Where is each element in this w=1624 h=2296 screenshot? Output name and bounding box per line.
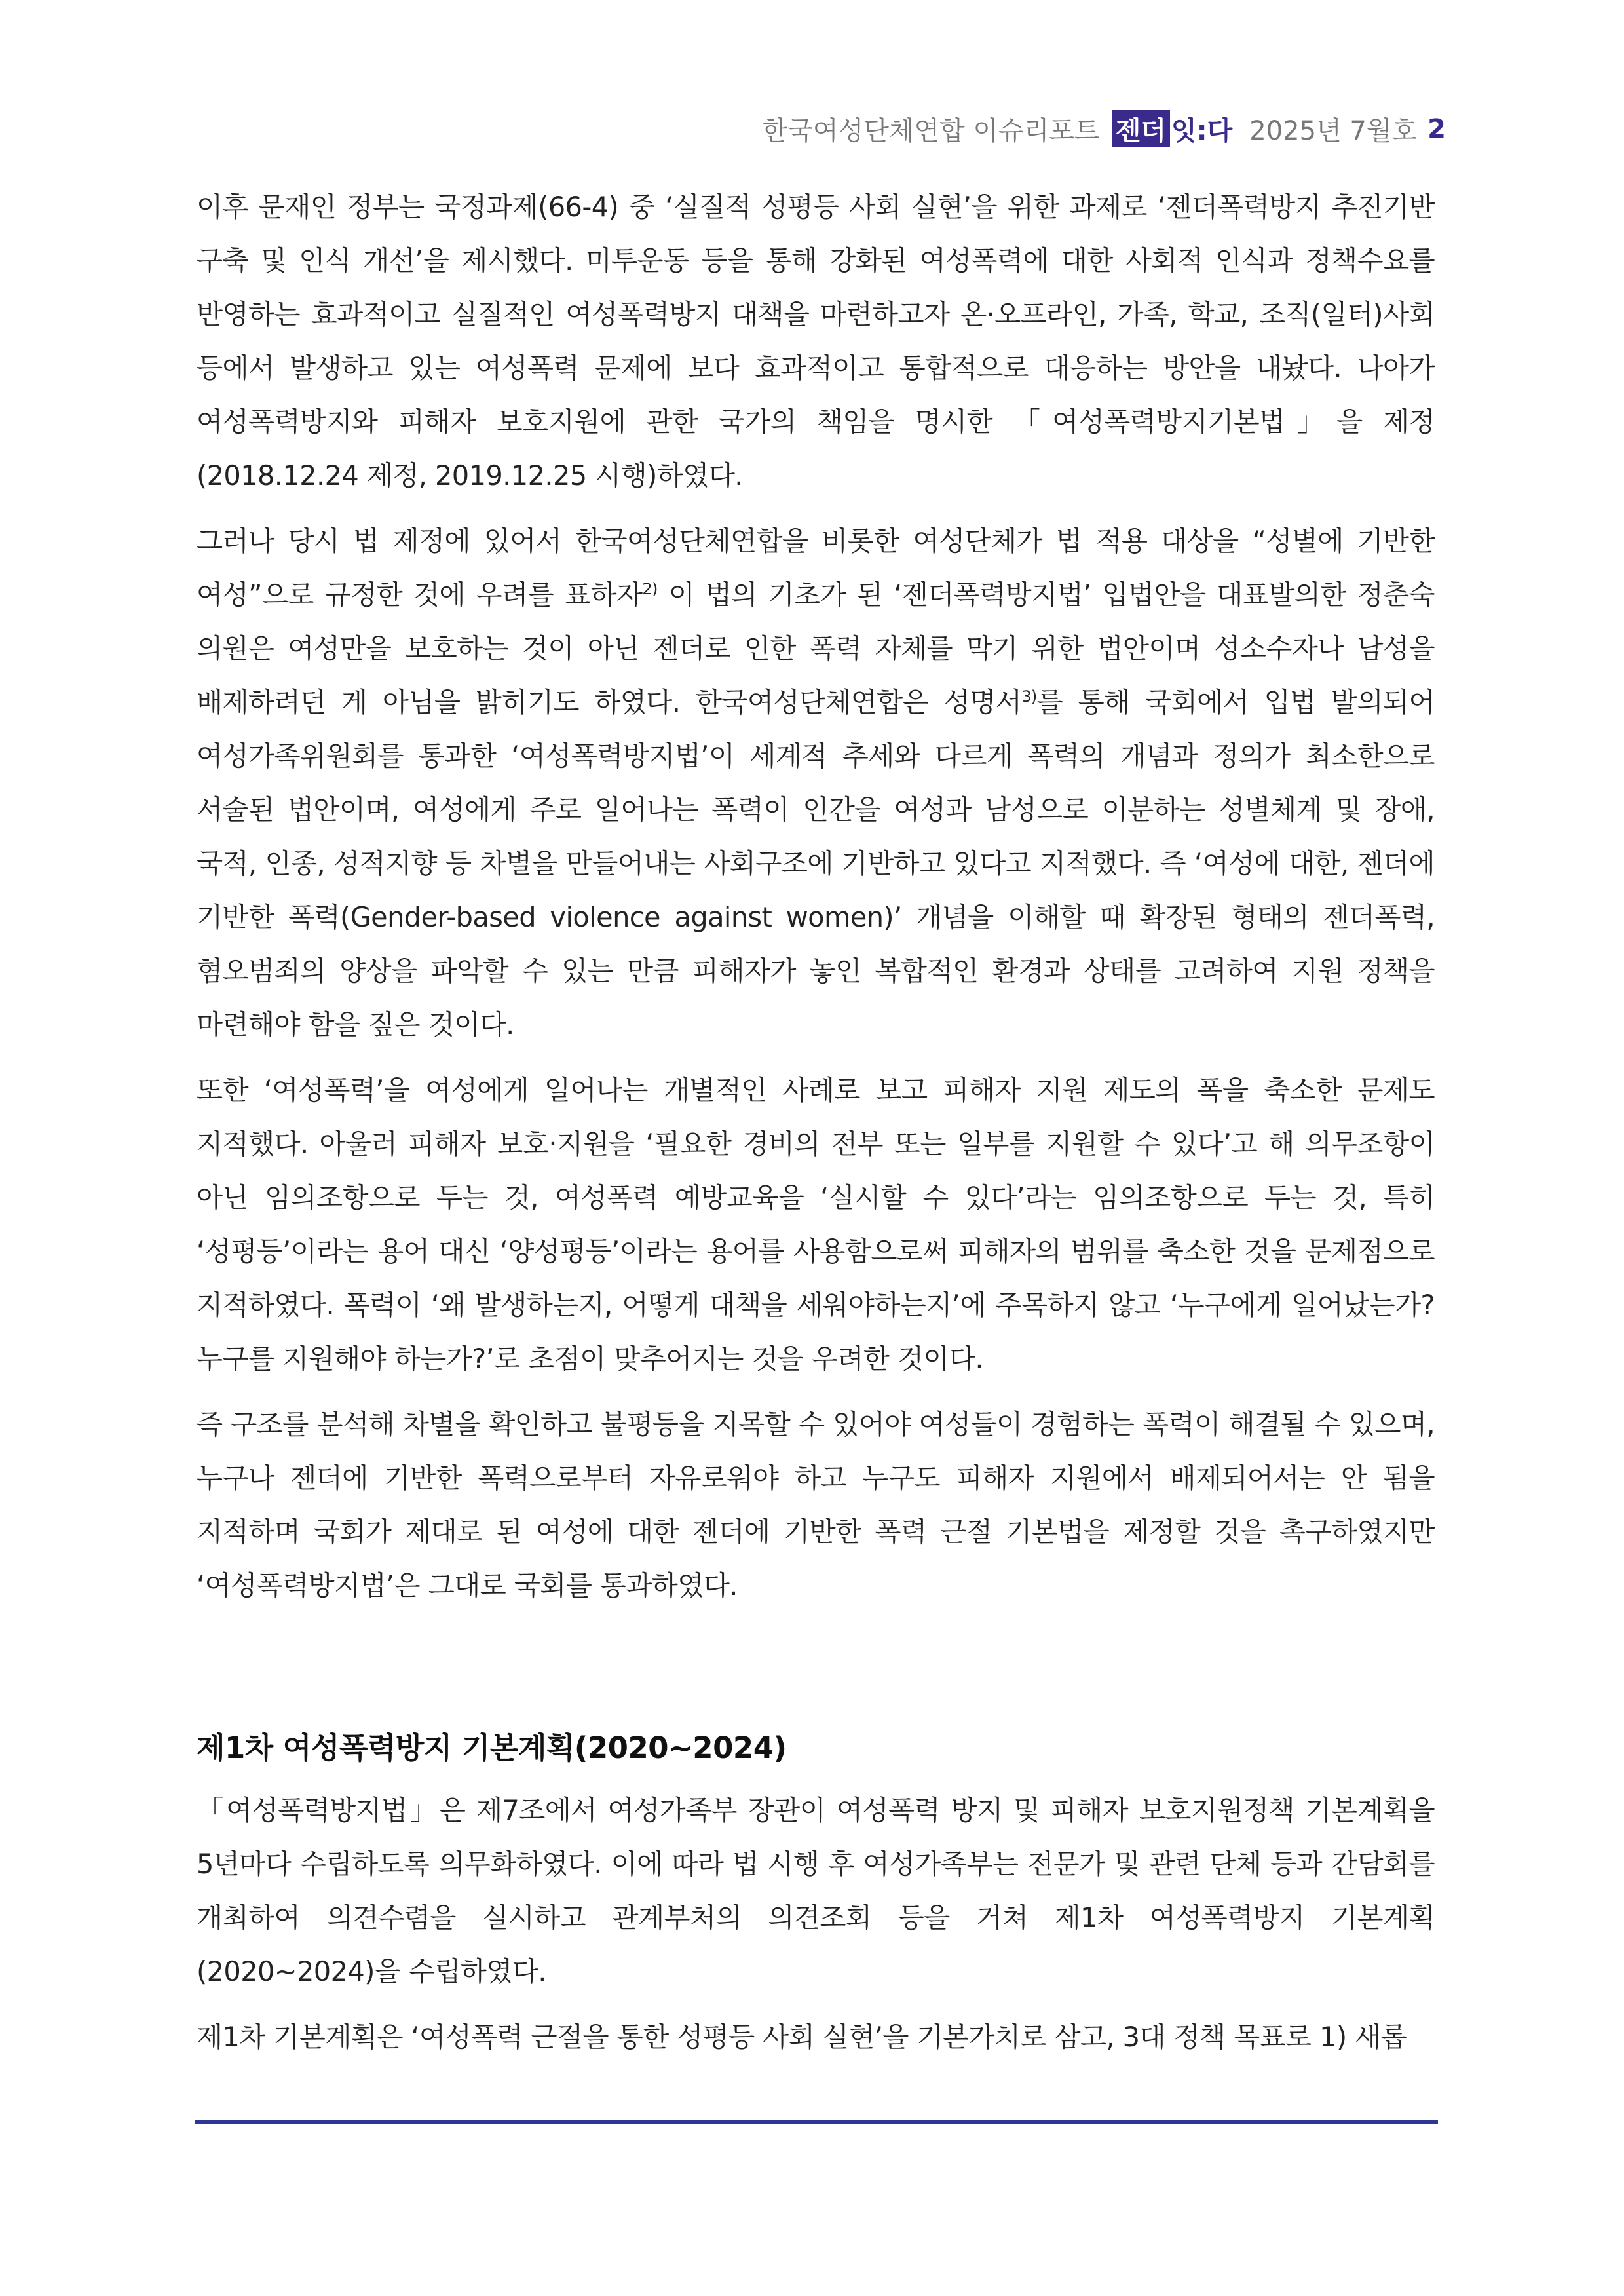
paragraph: 제1차 기본계획은 ‘여성폭력 근절을 통한 성평등 사회 실현’을 기본가치로 삼고, 3대 정책 목표로 1) 새롭 [197, 2021, 1407, 2053]
section-title: 제1차 여성폭력방지 기본계획(2020~2024) [197, 1731, 787, 1765]
header-issue: 2025년 7월호 [1249, 116, 1418, 146]
paragraph: 즉 구조를 분석해 차별을 확인하고 불평등을 지목할 수 있어야 여성들이 경험하는 폭력이 해결될 수 있으며, 누구나 젠더에 기반한 폭력으로부터 자유로워야 하고 누구도 피해자 지원에서 배제되어서는 안 됨을 지적하며 국회가 제대로 된 여성에 대한 젠더에 기반한 폭력 근절 기본법을 제정할 것을 촉구하였지만 ‘여성폭력방지법’은 그대로 국회를 통과하였다. [197, 1408, 1435, 1601]
paragraph-text: 를 통해 국회에서 입법 발의되어 여성가족위원회를 통과한 ‘여성폭력방지법’이 세계적 추세와 다르게 폭력의 개념과 정의가 최소한으로 서술된 법안이며, 여성에게 주로 일어나는 폭력이 인간을 여성과 남성으로 이분하는 성별체계 및 장애, 국적, 인종, 성적지향 등 차별을 만들어내는 사회구조에 기반하고 있다고 지적했다. 즉 ‘여성에 대한, 젠더에 기반한 폭력(Gender-based violence against women)’ 개념을 이해할 때 확장된 형태의 젠더폭력, 혐오범죄의 양상을 파악할 수 있는 만큼 피해자가 놓인 복합적인 환경과 상태를 고려하여 지원 정책을 마련해야 함을 짚은 것이다. [197, 686, 1435, 1041]
footnote-ref[interactable]: 2) [642, 580, 658, 599]
paragraph [197, 514, 1435, 1052]
paragraph-text: 이 법의 기초가 된 ‘젠더폭력방지법’ 입법안을 대표발의한 정춘숙 의원은 여성만을 보호하는 것이 아닌 젠더로 인한 폭력 자체를 막기 위한 법안이며 성소수자나 남성을 배제하려던 게 아님을 밝히기도 하였다. 한국여성단체연합은 성명서 [197, 579, 1435, 718]
cutoff-paragraph-wrapper [197, 2010, 1435, 2057]
brand-logo-part-b: 잇:다 [1171, 116, 1233, 146]
footer-rule [195, 2120, 1438, 2124]
paragraph: 이후 문재인 정부는 국정과제(66-4) 중 ‘실질적 성평등 사회 실현’을 위한 과제로 ‘젠더폭력방지 추진기반 구축 및 인식 개선’을 제시했다. 미투운동 등을 통해 강화된 여성폭력에 대한 사회적 인식과 정책수요를 반영하는 효과적이고 실질적인 여성폭력방지 대책을 마련하고자 온·오프라인, 가족, 학교, 조직(일터)사회 등에서 발생하고 있는 여성폭력 문제에 보다 효과적이고 통합적으로 대응하는 방안을 내놨다. 나아가 여성폭력방지와 피해자 보호지원에 관한 국가의 책임을 명시한 「여성폭력방지기본법」을 제정(2018.12.24 제정, 2019.12.25 시행)하였다. [197, 191, 1435, 491]
body-content [197, 180, 1435, 2057]
paragraph: 「여성폭력방지법」은 제7조에서 여성가족부 장관이 여성폭력 방지 및 피해자 보호지원정책 기본계획을 5년마다 수립하도록 의무화하였다. 이에 따라 법 시행 후 여성가족부는 전문가 및 관련 단체 등과 간담회를 개최하여 의견수렴을 실시하고 관계부처의 의견조회 등을 거쳐 제1차 여성폭력방지 기본계획(2020~2024)을 수립하였다. [197, 1794, 1435, 1987]
brand-logo-part-a: 젠더 [1112, 110, 1170, 147]
paragraph: 또한 ‘여성폭력’을 여성에게 일어나는 개별적인 사례로 보고 피해자 지원 제도의 폭을 축소한 문제도 지적했다. 아울러 피해자 보호·지원을 ‘필요한 경비의 전부 또는 일부를 지원할 수 있다’고 해 의무조항이 아닌 임의조항으로 두는 것, 여성폭력 예방교육을 ‘실시할 수 있다’라는 임의조항으로 두는 것, 특히 ‘성평등’이라는 용어 대신 ‘양성평등’이라는 용어를 사용함으로써 피해자의 범위를 축소한 것을 문제점으로 지적하였다. 폭력이 ‘왜 발생하는지, 어떻게 대책을 세워야하는지’에 주목하지 않고 ‘누구에게 일어났는가? 누구를 지원해야 하는가?’로 초점이 맞추어지는 것을 우려한 것이다. [197, 1074, 1435, 1375]
running-header [763, 110, 1446, 147]
brand-logo [1112, 110, 1233, 147]
paragraph-text: 그러나 당시 법 제정에 있어서 한국여성단체연합을 비롯한 여성단체가 법 적용 대상을 “성별에 기반한 여성”으로 규정한 것에 우려를 표하자 [197, 525, 1435, 611]
footnote-ref[interactable]: 3) [1021, 687, 1037, 706]
header-org: 한국여성단체연합 이슈리포트 [762, 116, 1100, 146]
page-number: 2 [1427, 113, 1446, 144]
